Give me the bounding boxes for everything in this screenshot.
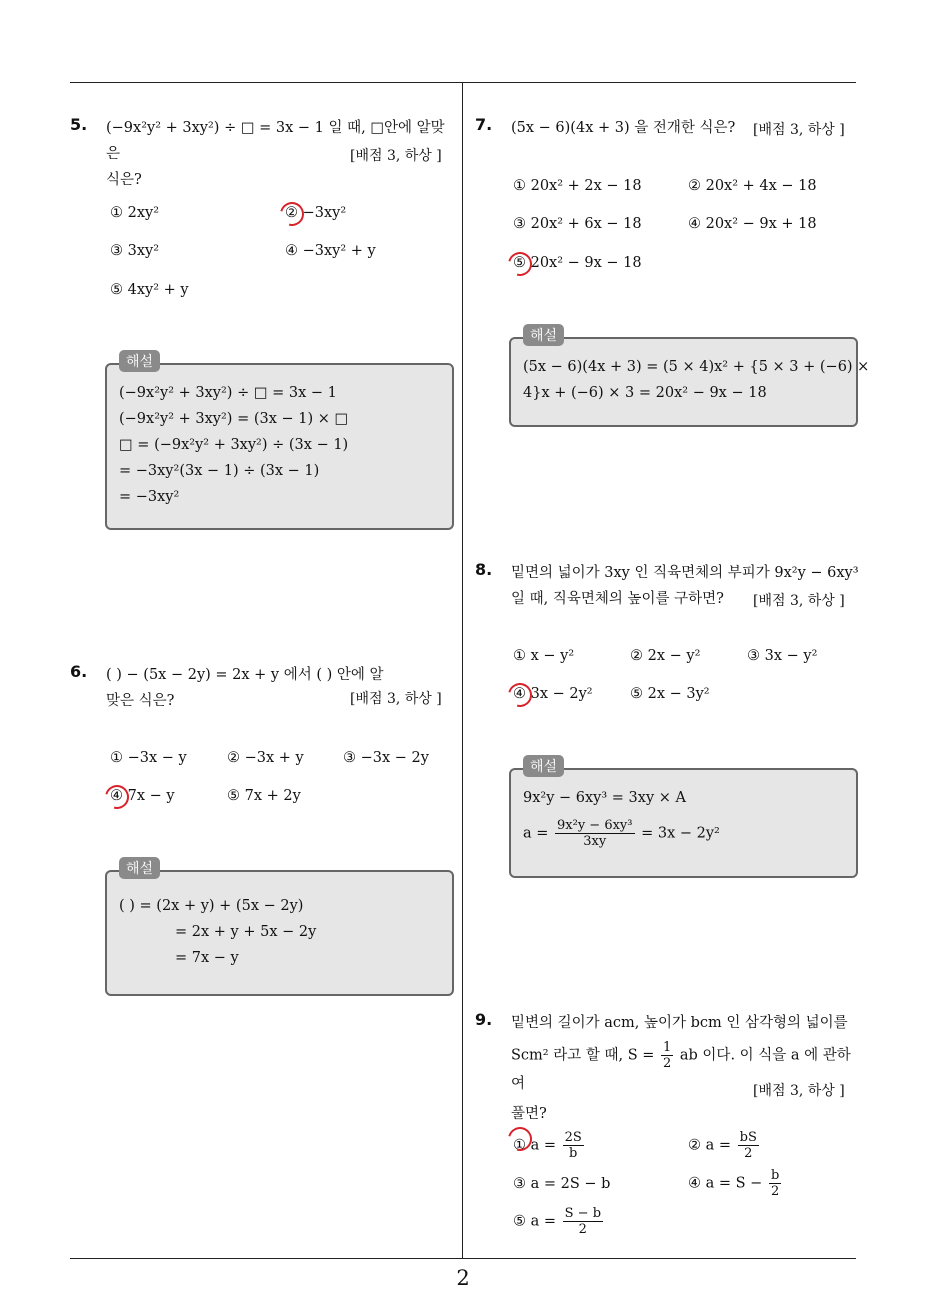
stem-line: 일 때, 직육면체의 높이를 구하면?: [511, 591, 724, 607]
option-2[interactable]: ② 20x² + 4x − 18: [688, 178, 817, 194]
stem-line: (5x − 6)(4x + 3) 을 전개한 식은?: [511, 120, 736, 136]
solution-box: [105, 354, 454, 530]
fraction: $\frac{2S}{b}$: [564, 1130, 582, 1161]
fraction: $\frac{bS}{2}$: [739, 1130, 757, 1161]
question-number: 8.: [475, 560, 493, 579]
option-5[interactable]: ⑤ a = $\frac{S - b}{2}$: [513, 1206, 602, 1237]
solution-box: [509, 328, 870, 427]
question-9: [475, 1010, 860, 1250]
solution-line: = 7x − y: [175, 950, 239, 966]
score-label: [배점 3, 하상 ]: [350, 148, 442, 164]
option-1[interactable]: ① a = $\frac{2S}{b}$: [513, 1130, 586, 1161]
bottom-rule: [70, 1258, 856, 1259]
stem-line: 풀면?: [511, 1106, 547, 1122]
option-4[interactable]: ④ a = S − $\frac{b}{2}$: [688, 1168, 780, 1199]
solution-line: = −3xy²(3x − 1) ÷ (3x − 1): [119, 463, 320, 479]
page-number: 2: [456, 1266, 470, 1290]
solution-tag: 해설: [119, 350, 160, 372]
answer-mark-icon: [504, 248, 537, 281]
solution-box: [105, 861, 454, 996]
option-1[interactable]: ① 2xy²: [110, 205, 160, 221]
solution-line: = 2x + y + 5x − 2y: [175, 924, 317, 940]
answer-mark-icon: [101, 781, 134, 814]
question-number: 6.: [70, 662, 88, 681]
question-number: 9.: [475, 1010, 493, 1029]
score-label: [배점 3, 하상 ]: [753, 122, 845, 138]
option-5[interactable]: ⑤ 20x² − 9x − 18: [513, 255, 642, 271]
option-2[interactable]: ② −3xy²: [285, 205, 346, 221]
option-2[interactable]: ② a = $\frac{bS}{2}$: [688, 1130, 757, 1161]
option-4[interactable]: ④ 7x − y: [110, 788, 175, 804]
solution-tag: 해설: [523, 755, 564, 777]
stem-line: (−9x²y² + 3xy²) ÷ □ = 3x − 1 일 때, □안에 알맞은: [106, 120, 445, 162]
fraction: $\frac{\text{9x²y − 6xy³}}{3xy}$: [557, 818, 633, 849]
stem-line: Scm² 라고 할 때, S = $\frac{1}{2}$ ab 이다. 이 식을 a 에 관하여: [511, 1040, 851, 1092]
option-4[interactable]: ④ −3xy² + y: [285, 243, 376, 259]
fraction: $\frac{S - b}{2}$: [564, 1206, 602, 1237]
answer-mark-icon: [504, 679, 537, 712]
stem-line: 밑변의 길이가 acm, 높이가 bcm 인 삼각형의 넓이를: [511, 1015, 848, 1031]
solution-line: □ = (−9x²y² + 3xy²) ÷ (3x − 1): [119, 437, 349, 453]
score-label: [배점 3, 하상 ]: [753, 1083, 845, 1099]
solution-line: 9x²y − 6xy³ = 3xy × A: [523, 790, 686, 806]
option-4[interactable]: ④ 3x − 2y²: [513, 686, 593, 702]
question-stem: [511, 115, 735, 141]
stem-line: ( ) − (5x − 2y) = 2x + y 에서 ( ) 안에 알: [106, 667, 384, 683]
solution-line: (−9x²y² + 3xy²) = (3x − 1) × □: [119, 411, 349, 427]
option-4[interactable]: ④ 20x² − 9x + 18: [688, 216, 817, 232]
question-6: [70, 662, 455, 1002]
solution-line: 4}x + (−6) × 3 = 20x² − 9x − 18: [523, 385, 767, 401]
option-3[interactable]: ③ −3x − 2y: [343, 750, 429, 766]
option-1[interactable]: ① −3x − y: [110, 750, 187, 766]
score-label: [배점 3, 하상 ]: [753, 593, 845, 609]
solution-tag: 해설: [119, 857, 160, 879]
solution-tag: 해설: [523, 324, 564, 346]
fraction: $\frac{1}{2}$: [663, 1040, 672, 1071]
option-3[interactable]: ③ a = 2S − b: [513, 1176, 611, 1192]
score-label: [배점 3, 하상 ]: [350, 691, 442, 707]
question-7: [475, 115, 870, 435]
fraction: $\frac{b}{2}$: [770, 1168, 780, 1199]
solution-line: ( ) = (2x + y) + (5x − 2y): [119, 898, 304, 914]
option-5[interactable]: ⑤ 7x + 2y: [227, 788, 301, 804]
solution-fraction-line: a = $\frac{\text{9x²y − 6xy³}}{3xy}$ = 3x − 2y²: [523, 818, 720, 849]
stem-line: 식은?: [106, 172, 142, 188]
solution-box: [509, 759, 858, 878]
question-number: 7.: [475, 115, 493, 134]
answer-mark-icon: [276, 198, 309, 231]
option-1[interactable]: ① 20x² + 2x − 18: [513, 178, 642, 194]
solution-line: (5x − 6)(4x + 3) = (5 × 4)x² + {5 × 3 + (−6) ×: [523, 359, 870, 375]
option-3[interactable]: ③ 3xy²: [110, 243, 160, 259]
option-1[interactable]: ① x − y²: [513, 648, 575, 664]
option-5[interactable]: ⑤ 4xy² + y: [110, 282, 189, 298]
question-stem: [511, 1010, 860, 1127]
question-5: [70, 115, 455, 535]
option-2[interactable]: ② −3x + y: [227, 750, 304, 766]
top-rule: [70, 82, 856, 83]
option-3[interactable]: ③ 3x − y²: [747, 648, 818, 664]
question-stem: [106, 662, 384, 714]
option-2[interactable]: ② 2x − y²: [630, 648, 701, 664]
stem-line: 맞은 식은?: [106, 693, 175, 709]
question-8: [475, 560, 860, 880]
option-3[interactable]: ③ 20x² + 6x − 18: [513, 216, 642, 232]
solution-line: = −3xy²: [119, 489, 180, 505]
question-number: 5.: [70, 115, 88, 134]
column-divider: [462, 82, 463, 1258]
stem-line: 밑면의 넓이가 3xy 인 직육면체의 부피가 9x²y − 6xy³: [511, 565, 859, 581]
option-5[interactable]: ⑤ 2x − 3y²: [630, 686, 710, 702]
solution-line: (−9x²y² + 3xy²) ÷ □ = 3x − 1: [119, 385, 337, 401]
